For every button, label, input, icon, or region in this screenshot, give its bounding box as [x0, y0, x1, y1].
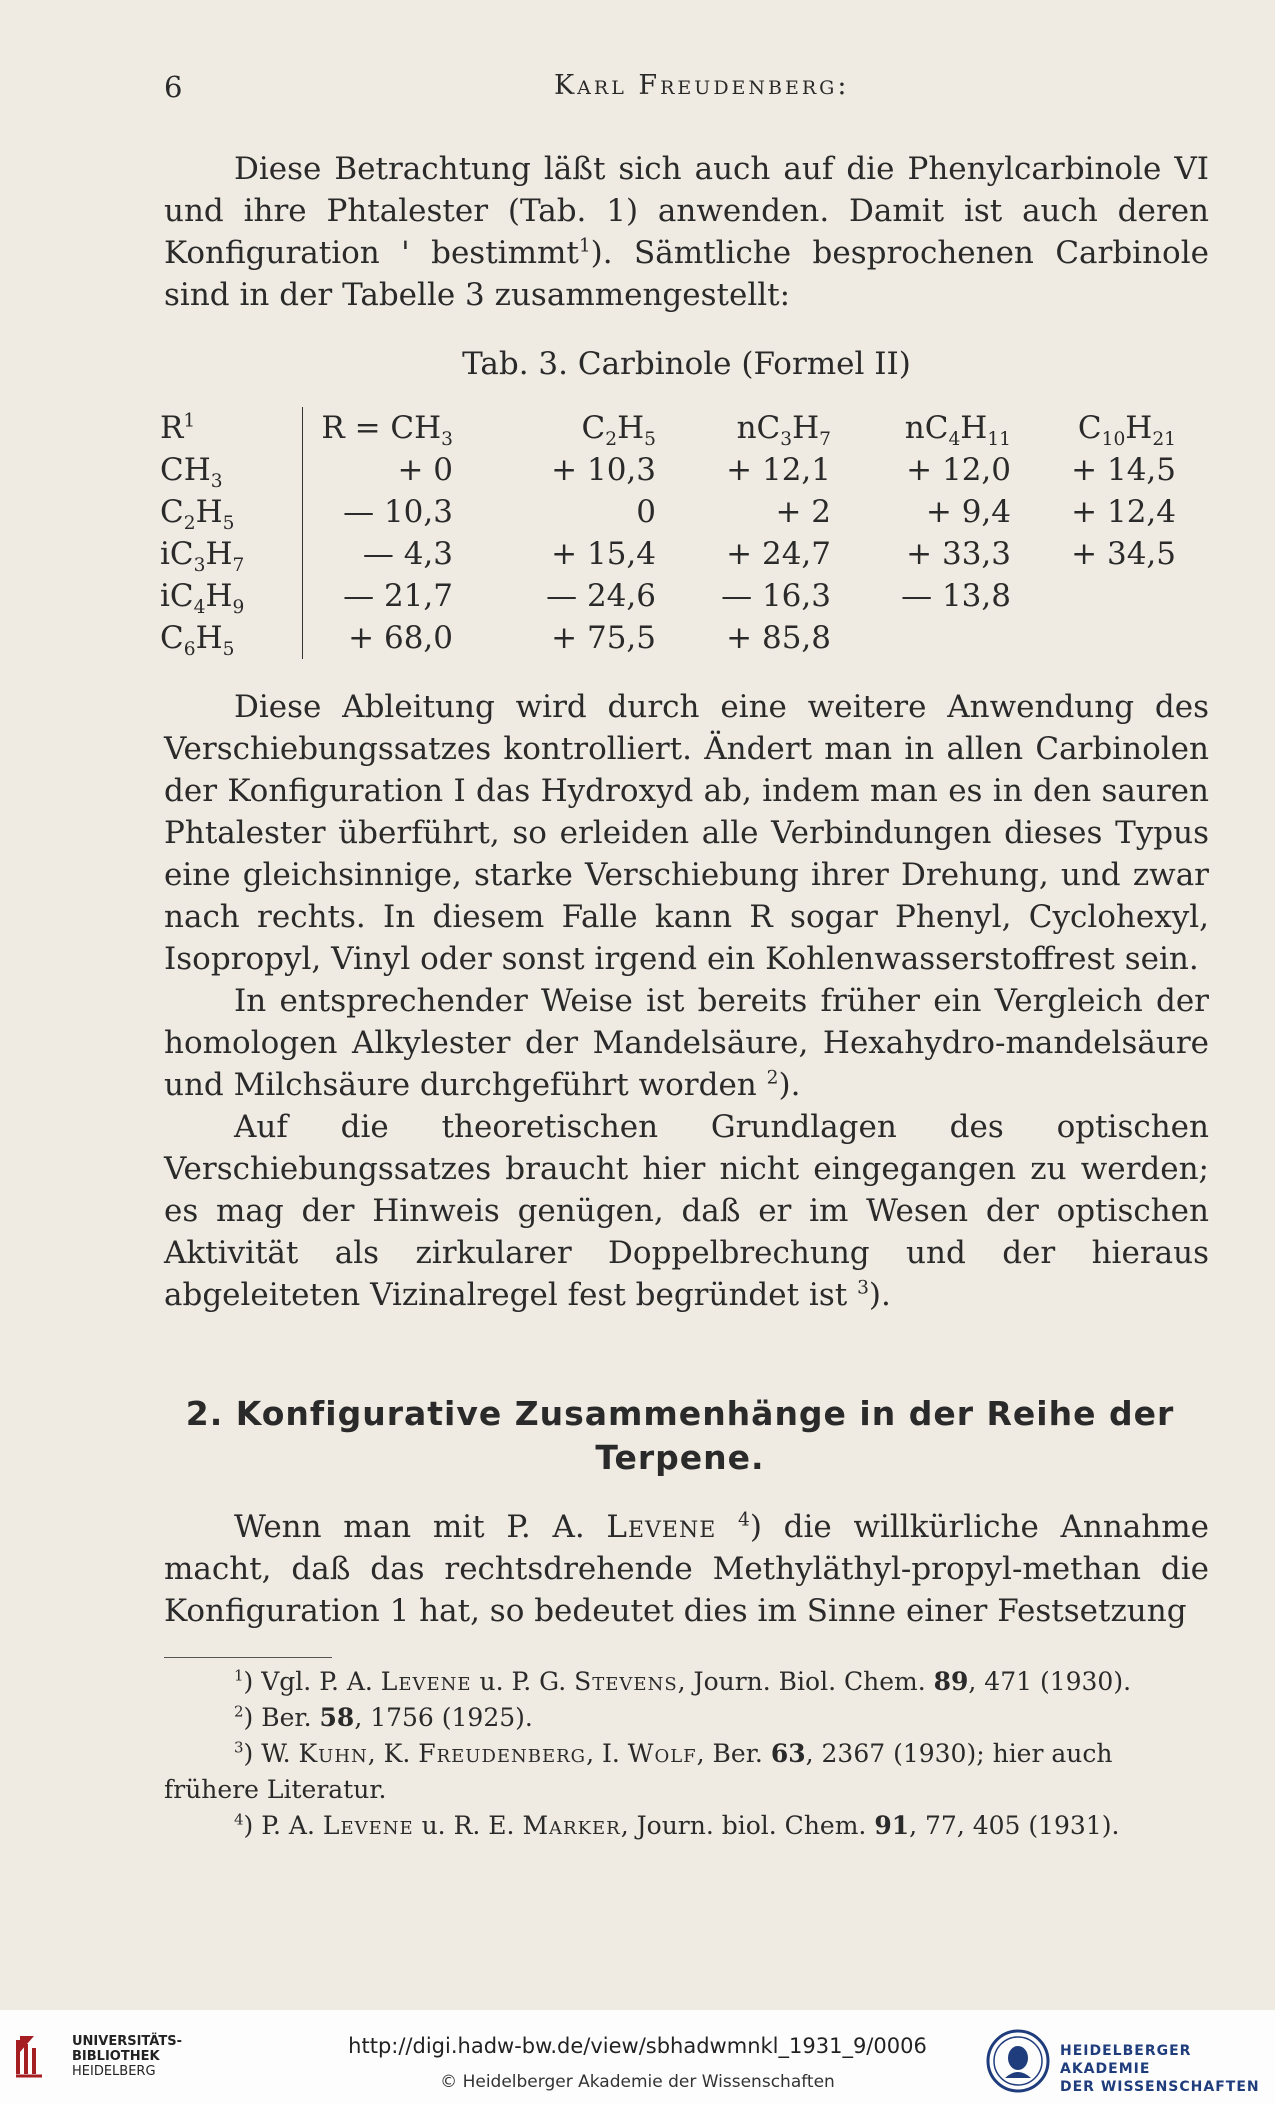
paragraph-end: ). [868, 1277, 891, 1313]
heading-line: 2. Konfigurative Zusammenhänge in der Reihe der [185, 1394, 1175, 1433]
table-cell: — 13,8 [901, 578, 1011, 614]
volume: 91 [874, 1811, 910, 1840]
table-cell: — 10,3 [303, 491, 482, 533]
table-row [160, 617, 1176, 659]
footnote-mark: 4 [234, 1810, 244, 1829]
header-c10h21: $C_{10}H_{21}$ [1077, 410, 1176, 451]
table-row [160, 491, 1176, 533]
row-label: $CH_3$ [160, 452, 223, 493]
footnote-text: ) Ber. [243, 1703, 320, 1732]
header-nc3h7: $nC_3H_7$ [736, 410, 831, 451]
table-cell: + 85,8 [726, 620, 831, 656]
header-c2h5: $C_2H_5$ [581, 410, 656, 451]
section-heading [150, 1392, 1210, 1480]
footnote-text: u. P. G. [471, 1667, 575, 1696]
hadw-line: HEIDELBERGER AKADEMIE [1060, 2043, 1192, 2077]
footnote-text: ) W. [243, 1739, 299, 1768]
heading-line: Terpene. [595, 1438, 765, 1477]
footnote-text: , 2367 (1930); hier auch frühere Literatur. [164, 1739, 1113, 1804]
footnote-1 [164, 1664, 1209, 1700]
footnote-text: , Journ. Biol. Chem. [677, 1667, 934, 1696]
carbinole-table [160, 407, 1176, 659]
author-name: Marker [522, 1811, 621, 1840]
table-cell: — 4,3 [303, 533, 482, 575]
volume: 89 [933, 1667, 969, 1696]
footnote-text: , 77, 405 (1931). [909, 1811, 1120, 1840]
table-cell: — 21,7 [303, 575, 482, 617]
footnote-text: ) P. A. [243, 1811, 323, 1840]
page-number: 6 [164, 70, 183, 104]
paragraph-grundlagen [164, 1106, 1209, 1316]
row-label: $C_6H_5$ [160, 620, 235, 661]
footnote-3 [164, 1736, 1209, 1808]
paragraph-end: ). [778, 1067, 801, 1103]
intro-paragraph [164, 148, 1209, 316]
table-cell [1011, 617, 1176, 659]
table-cell: + 10,3 [551, 452, 656, 488]
footnote-mark: 3 [234, 1738, 244, 1757]
footnote-text: ) Vgl. P. A. [243, 1667, 381, 1696]
table-row [160, 533, 1176, 575]
footnote-rule [164, 1657, 332, 1658]
table-row [160, 449, 1176, 491]
table-cell: + 12,0 [906, 452, 1011, 488]
paragraph-text: Wenn man mit P. A. [234, 1509, 607, 1545]
author-name: Freudenberg [418, 1739, 587, 1768]
header-ch3: $R = CH_3$ [303, 407, 482, 449]
terpene-paragraph [164, 1506, 1209, 1632]
footnote-text: , K. [367, 1739, 419, 1768]
table-cell: + 12,1 [726, 452, 831, 488]
footnote-text: , I. [586, 1739, 628, 1768]
footnote-mark: 2 [234, 1702, 244, 1721]
footnote-ref: 4 [738, 1509, 750, 1531]
footnotes [164, 1664, 1209, 1844]
header-r1: $R^1$ [160, 410, 196, 446]
ub-line: HEIDELBERG [72, 2064, 156, 2079]
hadw-label[interactable] [1060, 2042, 1275, 2096]
viewer-footer [0, 2010, 1275, 2104]
footnote-text: , Ber. [696, 1739, 771, 1768]
intro-text-tail: ). Sämtliche besprochenen Carbinole sind in der Tabelle 3 zusammengestellt: [164, 235, 1209, 313]
table-cell [1011, 575, 1176, 617]
paragraph-mandelsaeure [164, 980, 1209, 1106]
author-name: Levene [606, 1509, 717, 1545]
volume: 63 [770, 1739, 806, 1768]
table-row [160, 575, 1176, 617]
copyright-notice: © Heidelberger Akademie der Wissenschaften [440, 2072, 835, 2092]
footnote-ref: 2 [766, 1067, 779, 1089]
author-name: Kuhn [298, 1739, 368, 1768]
permalink-url[interactable]: http://digi.hadw-bw.de/view/sbhadwmnkl_1931_9/0006 [348, 2034, 927, 2058]
volume: 58 [319, 1703, 355, 1732]
paragraph-verschiebung: Diese Ableitung wird durch eine weitere Anwendung des Verschiebungssatzes kontrolliert. Ändert man in allen Carbinolen der Konfiguration I das Hydroxyd ab, indem man es in den sauren Phtalester überführt, so erleiden alle Verbindungen dieses Typus eine gleichsinnige, starke Verschiebung ihrer Drehung, und zwar nach rechts. In diesem Falle kann R sogar Phenyl, Cyclohexyl, Isopropyl, Vinyl oder sonst irgend ein Kohlenwasserstoffrest sein. [164, 689, 1209, 977]
footnote-4 [164, 1808, 1209, 1844]
footnote-text: , 1756 (1925). [354, 1703, 533, 1732]
row-label: $iC_4H_9$ [160, 578, 245, 619]
intro-text: Diese Betrachtung läßt sich auch auf die Phenylcarbinole VI und ihre Phtalester (Tab. 1) anwenden. Damit ist auch deren Konfiguration ' bestimmt [164, 151, 1209, 271]
hadw-seal-icon[interactable] [985, 2028, 1051, 2094]
footnote-mark: 1 [234, 1666, 244, 1685]
paragraph-text: ) die willkürliche Annahme macht, daß das rechtsdrehende Methyläthyl-propyl-methan die Konfiguration 1 hat, so bedeutet dies im Sinne einer Festsetzung [164, 1509, 1209, 1629]
footnote-ref: 1 [578, 235, 591, 257]
ub-line: BIBLIOTHEK [72, 2049, 160, 2064]
page-header [164, 70, 1175, 120]
table-cell: + 68,0 [303, 617, 482, 659]
table-cell: + 33,3 [906, 536, 1011, 572]
author-name: Levene [322, 1811, 414, 1840]
footnote-text: u. R. E. [413, 1811, 523, 1840]
table-cell: + 0 [303, 449, 482, 491]
hadw-line: DER WISSENSCHAFTEN [1060, 2079, 1260, 2095]
paragraph-text: In entsprechender Weise ist bereits früher ein Vergleich der homologen Alkylester der Mandelsäure, Hexahydro-mandelsäure und Milchsäure durchgeführt worden [164, 983, 1209, 1103]
table-cell: + 2 [775, 494, 831, 530]
table-header-row [160, 407, 1176, 449]
author-name: Wolf [627, 1739, 697, 1768]
author-name: Stevens [574, 1667, 678, 1696]
ub-line: UNIVERSITÄTS- [72, 2034, 182, 2049]
table-cell: + 12,4 [1071, 494, 1176, 530]
footnote-2 [164, 1700, 1209, 1736]
author-name: Levene [380, 1667, 472, 1696]
row-label: $C_2H_5$ [160, 494, 235, 535]
footnote-text: , Journ. biol. Chem. [620, 1811, 875, 1840]
table-cell: + 24,7 [726, 536, 831, 572]
footnote-text: , 471 (1930). [968, 1667, 1132, 1696]
table-cell: + 9,4 [925, 494, 1011, 530]
paragraph-text: Auf die theoretischen Grundlagen des optischen Verschiebungssatzes braucht hier nicht eingegangen zu werden; es mag der Hinweis genügen, daß er im Wesen der optischen Aktivität als zirkularer Doppelbrechung und der hieraus abgeleiteten Vizinalregel fest begründet ist [164, 1109, 1209, 1313]
table-cell: — 16,3 [721, 578, 831, 614]
table-cell: + 75,5 [551, 620, 656, 656]
row-label: $iC_3H_7$ [160, 536, 245, 577]
table-cell: + 15,4 [551, 536, 656, 572]
table-caption: Tab. 3. Carbinole (Formel II) [462, 346, 911, 382]
footnote-ref: 3 [857, 1277, 869, 1299]
table-cell [831, 617, 1011, 659]
main-text [164, 686, 1209, 1316]
table-cell: 0 [636, 494, 656, 530]
header-nc4h11: $nC_4H_{11}$ [904, 410, 1011, 451]
table-cell: + 14,5 [1071, 452, 1176, 488]
running-head: Karl Freudenberg: [554, 70, 850, 101]
table-cell: — 24,6 [546, 578, 656, 614]
table-cell: + 34,5 [1071, 536, 1176, 572]
